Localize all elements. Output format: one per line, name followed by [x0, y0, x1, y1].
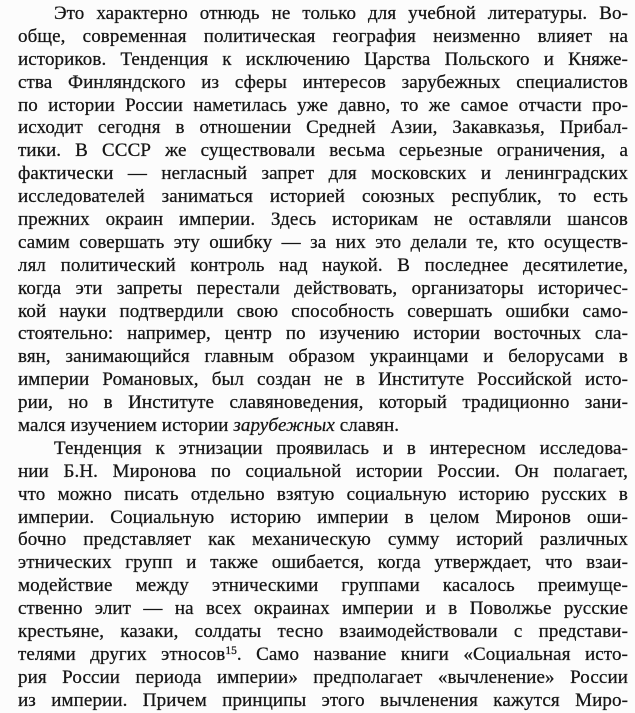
- text-line: [18, 232, 628, 255]
- text-segment: империи Романовых, был создан не в Институте Российской исто-: [18, 369, 628, 391]
- text-segment: когда эти запреты перестали действовать, организаторы историчес-: [18, 277, 628, 299]
- text-line: [18, 301, 628, 324]
- text-line: [18, 49, 628, 72]
- page-text: [18, 3, 628, 713]
- text-line: [18, 278, 628, 301]
- text-line: [18, 415, 628, 438]
- text-segment: империи. Социальную историю империи в целом Миронов оши-: [18, 506, 628, 528]
- text-line: [18, 621, 628, 644]
- text-segment: . Само название книги «Социальная исто-: [236, 643, 628, 665]
- text-segment: ства Финляндского из сферы интересов зарубежных специалистов: [18, 71, 628, 93]
- text-line: [18, 507, 628, 530]
- text-line: [18, 95, 628, 118]
- text-segment: Тенденция к этнизации проявилась и в интересном исследова-: [54, 437, 628, 459]
- text-line: [18, 529, 628, 552]
- text-line: [18, 323, 628, 346]
- text-line: [18, 209, 628, 232]
- text-line: [18, 644, 628, 667]
- text-segment: стоятельно: например, центр по изучению истории восточных сла-: [18, 323, 628, 345]
- footnote-reference: 15: [225, 644, 237, 657]
- text-segment: исследователей заниматься историей союзных республик, то есть: [18, 186, 628, 208]
- text-line: [18, 163, 628, 186]
- text-segment: крестьяне, казаки, солдаты тесно взаимодействовали с представи-: [18, 621, 628, 643]
- text-line: [18, 117, 628, 140]
- text-line: [18, 392, 628, 415]
- text-segment: обще, современная политическая география неизменно влияет на: [18, 25, 628, 47]
- text-line: [18, 346, 628, 369]
- text-line: [18, 575, 628, 598]
- text-segment: бочно представляет как механическую сумму историй различных: [18, 529, 628, 551]
- text-line: [18, 26, 628, 49]
- text-segment: исходит сегодня в отношении Средней Азии, Закавказья, Прибал-: [18, 117, 628, 139]
- text-segment: модействие между этническими группами касалось преимуще-: [18, 575, 628, 597]
- text-line: [18, 598, 628, 621]
- text-segment: вян, занимающийся главным образом украинцами и белорусами в: [18, 346, 628, 368]
- text-segment: славян.: [334, 415, 400, 437]
- text-segment: историков. Тенденция к исключению Царства Польского и Княже-: [18, 48, 628, 70]
- text-segment: кой науки подтвердили свою способность совершать ошибки само-: [18, 300, 628, 322]
- text-line: [18, 438, 628, 461]
- text-segment: из империи. Причем принципы этого вычленения кажутся Миро-: [18, 689, 628, 711]
- text-segment: телями других этносов: [18, 643, 226, 665]
- text-segment: рия России периода империи» предполагает «вычленение» России: [18, 666, 628, 688]
- text-line: [18, 667, 628, 690]
- text-line: [18, 255, 628, 278]
- text-segment: рии, но в Институте славяноведения, который традиционно зани-: [18, 392, 628, 414]
- text-segment: лял политический контроль над наукой. В последнее десятилетие,: [18, 254, 628, 276]
- text-line: [18, 461, 628, 484]
- text-segment: ственно элит — на всех окраинах империи и в Поволжье русские: [18, 598, 628, 620]
- text-segment: Это характерно отнюдь не только для учебной литературы. Во-: [54, 3, 628, 24]
- text-line: [18, 484, 628, 507]
- text-segment: что можно писать отдельно взятую социальную историю русских в: [18, 483, 628, 505]
- text-line: [18, 369, 628, 392]
- text-segment: мался изучением истории: [18, 415, 234, 437]
- text-segment: самим совершать эту ошибку — за них это делали те, кто осуществ-: [18, 231, 628, 253]
- text-segment: по истории России наметилась уже давно, то же самое отчасти про-: [18, 94, 628, 116]
- italic-term: зарубежных: [233, 415, 335, 437]
- text-segment: этнических групп и также ошибается, когда утверждает, что взаи-: [18, 552, 628, 574]
- text-line: [18, 186, 628, 209]
- text-line: [18, 552, 628, 575]
- text-segment: фактически — негласный запрет для московских и ленинградских: [18, 163, 628, 185]
- text-segment: нии Б.Н. Миронова по социальной истории России. Он полагает,: [18, 460, 628, 482]
- text-line: [18, 140, 628, 163]
- text-line: [18, 690, 628, 713]
- text-line: [18, 72, 628, 95]
- text-segment: тики. В СССР же существовали весьма серьезные ограничения, а: [18, 140, 628, 162]
- text-segment: прежних окраин империи. Здесь историкам не оставляли шансов: [18, 209, 628, 231]
- text-line: [18, 3, 628, 26]
